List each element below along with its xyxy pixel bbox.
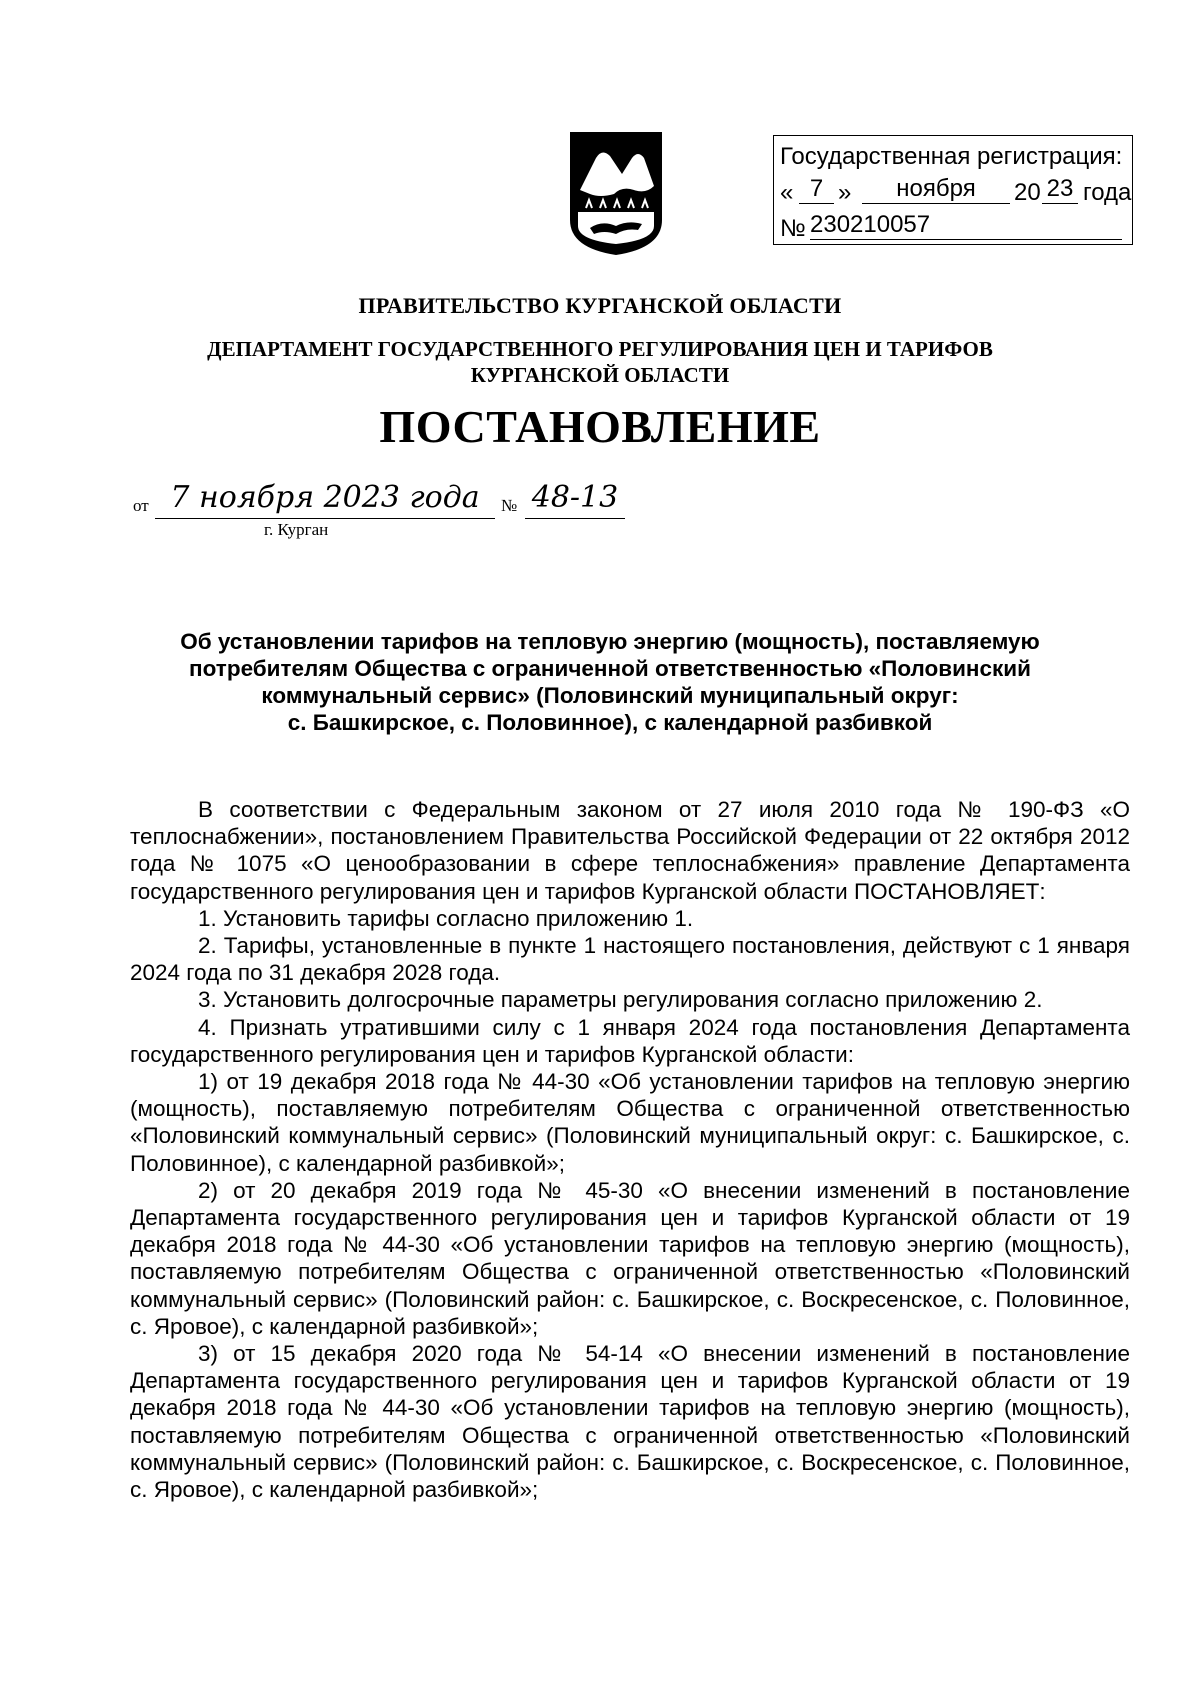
quote-open: «	[780, 179, 794, 206]
title-line: коммунальный сервис» (Половинский муниципальный округ:	[261, 683, 959, 708]
subitem-1: 1) от 19 декабря 2018 года № 44-30 «Об установлении тарифов на тепловую энергию (мощность), поставляемую потребителям Общества с ограниченной ответственностью «Половинский коммунальный сервис» (Половинский муниципальный округ: с. Башкирское, с. Половинное), с календарной разбивкой»;	[130, 1069, 1130, 1176]
registration-number: 230210057	[810, 211, 1122, 240]
registration-date-line	[780, 175, 1132, 211]
subitem-2: 2) от 20 декабря 2019 года № 45-30 «О внесении изменений в постановление Департамента государственного регулирования цен и тарифов Курганской области от 19 декабря 2018 года № 44-30 «Об установлении тарифов на тепловую энергию (мощность), поставляемую потребителям Общества с ограниченной ответственностью «Половинский коммунальный сервис» (Половинский район: с. Башкирское, с. Воскресенское, с. Половинное, с. Яровое), с календарной разбивкой»;	[130, 1177, 1130, 1339]
item-2: 2. Тарифы, установленные в пункте 1 настоящего постановления, действуют с 1 января 2024 года по 31 декабря 2028 года.	[130, 933, 1130, 986]
decree-number-label: №	[501, 496, 518, 515]
coat-of-arms-icon	[566, 128, 666, 258]
decree-body	[130, 796, 1130, 1503]
registration-title-line	[780, 139, 1126, 175]
title-line: Об установлении тарифов на тепловую энергию (мощность), поставляемую	[180, 629, 1040, 654]
decree-city: г. Курган	[264, 520, 329, 539]
registration-month: ноября	[862, 175, 1010, 204]
document-type: ПОСТАНОВЛЕНИЕ	[379, 401, 821, 452]
department-name-line2: КУРГАНСКОЙ ОБЛАСТИ	[470, 363, 730, 387]
registration-number-sign: №	[780, 215, 806, 242]
government-name: ПРАВИТЕЛЬСТВО КУРГАНСКОЙ ОБЛАСТИ	[358, 293, 842, 318]
registration-year-word: года	[1083, 179, 1132, 206]
registration-year-suffix: 23	[1042, 175, 1078, 204]
registration-year-prefix: 20	[1014, 179, 1041, 206]
item-1: 1. Установить тарифы согласно приложению 1.	[198, 905, 694, 931]
registration-number-line	[780, 211, 1126, 247]
registration-day: 7	[799, 175, 834, 204]
registration-box	[773, 135, 1133, 245]
registration-title: Государственная регистрация:	[780, 143, 1123, 170]
quote-close: »	[838, 179, 852, 206]
subitem-3: 3) от 15 декабря 2020 года № 54-14 «О внесении изменений в постановление Департамента государственного регулирования цен и тарифов Курганской области от 19 декабря 2018 года № 44-30 «Об установлении тарифов на тепловую энергию (мощность), поставляемую потребителям Общества с ограниченной ответственностью «Половинский коммунальный сервис» (Половинский район: с. Башкирское, с. Воскресенское, с. Половинное, с. Яровое), с календарной разбивкой»;	[130, 1341, 1130, 1503]
department-name-line1: ДЕПАРТАМЕНТ ГОСУДАРСТВЕННОГО РЕГУЛИРОВАНИЯ ЦЕН И ТАРИФОВ	[207, 337, 993, 361]
decree-number-handwritten: 48-13	[525, 478, 625, 519]
intro-paragraph: В соответствии с Федеральным законом от 27 июля 2010 года № 190-ФЗ «О теплоснабжении», постановлением Правительства Российской Федерации от 22 октября 2012 года № 1075 «О ценообразовании в сфере теплоснабжения» правление Департамента государственного регулирования цен и тарифов Курганской области ПОСТАНОВЛЯЕТ:	[130, 797, 1130, 904]
title-line: потребителям Общества с ограниченной ответственностью «Половинский	[189, 656, 1031, 681]
item-3: 3. Установить долгосрочные параметры регулирования согласно приложению 2.	[198, 987, 1043, 1013]
title-line: с. Башкирское, с. Половинное), с календарной разбивкой	[287, 710, 933, 735]
decree-title	[130, 628, 1090, 736]
decree-dateline	[133, 478, 653, 538]
decree-date-handwritten: 7 ноября 2023 года	[155, 478, 495, 519]
date-from-label: от	[133, 496, 149, 515]
item-4: 4. Признать утратившими силу с 1 января 2024 года постановления Департамента государственного регулирования цен и тарифов Курганской области:	[130, 1014, 1130, 1067]
